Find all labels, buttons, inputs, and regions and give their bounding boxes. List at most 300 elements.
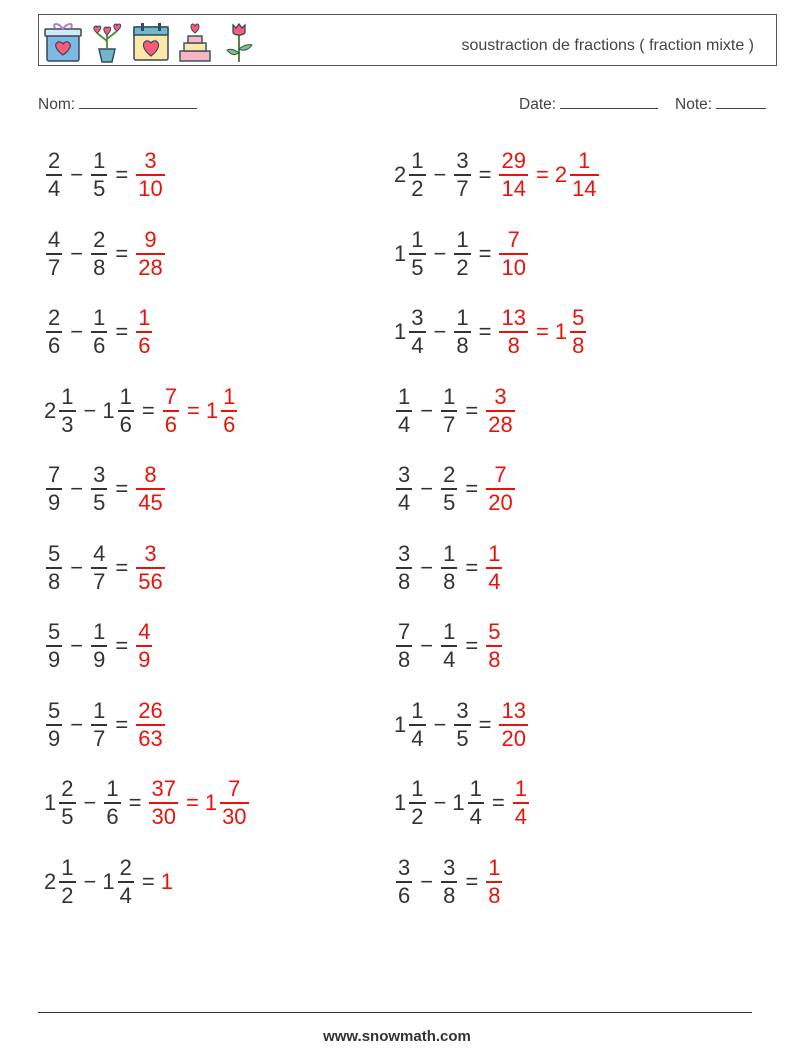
answer	[484, 619, 504, 673]
minuend	[44, 619, 64, 673]
equals-sign: =	[141, 868, 155, 894]
minus-sign: −	[420, 476, 434, 501]
subtrahend-numerator: 1	[443, 540, 456, 566]
problem-15	[44, 690, 167, 760]
answer-numerator: 1	[138, 305, 151, 330]
minuend-numerator: 1	[411, 148, 424, 173]
minuend-fraction	[59, 855, 75, 909]
minuend-numerator: 1	[398, 383, 411, 409]
subtrahend	[439, 384, 459, 438]
minuend-fraction	[46, 619, 62, 673]
answer-fraction	[221, 384, 237, 438]
subtrahend-denominator: 7	[456, 176, 469, 201]
answer-numerator: 1	[488, 540, 501, 566]
minuend	[394, 305, 428, 359]
answer	[206, 384, 240, 438]
problem-3	[44, 219, 167, 289]
problem-13	[44, 611, 154, 681]
rose-icon	[219, 19, 259, 63]
subtrahend-denominator: 8	[443, 568, 456, 594]
equals-sign: =	[465, 554, 479, 580]
subtrahend	[439, 541, 459, 595]
minuend-denominator: 5	[61, 804, 74, 829]
equals-sign: =	[115, 162, 129, 187]
minus-sign: −	[83, 868, 97, 894]
note-field[interactable]	[675, 93, 766, 114]
minuend-whole: 1	[394, 319, 407, 344]
minuend-fraction	[396, 619, 412, 673]
minuend	[394, 384, 414, 438]
minuend-denominator: 4	[398, 411, 411, 437]
minuend-denominator: 6	[48, 333, 61, 358]
subtrahend	[89, 227, 109, 281]
subtrahend-numerator: 4	[93, 540, 106, 566]
answer	[134, 462, 166, 516]
answer	[484, 384, 516, 438]
answer	[134, 619, 154, 673]
minuend-numerator: 1	[411, 697, 424, 723]
subtrahend-fraction	[91, 619, 107, 673]
minuend-whole: 1	[44, 790, 57, 815]
answer-fraction	[570, 148, 598, 202]
answer-denominator: 9	[138, 647, 151, 672]
answer-fraction	[499, 698, 527, 752]
minuend-denominator: 2	[61, 882, 74, 908]
answer-fraction	[136, 305, 152, 359]
answer	[205, 776, 251, 830]
answer-denominator: 8	[507, 333, 520, 358]
answer	[134, 698, 166, 752]
minuend-numerator: 1	[61, 383, 74, 409]
minuend-whole: 1	[394, 790, 407, 815]
answer	[134, 305, 154, 359]
subtrahend-numerator: 1	[456, 226, 469, 252]
subtrahend	[452, 148, 472, 202]
minuend-denominator: 2	[411, 804, 424, 829]
answer-denominator: 30	[151, 804, 176, 829]
minuend	[394, 619, 414, 673]
answer-denominator: 4	[488, 568, 501, 594]
minus-sign: −	[433, 240, 447, 266]
minuend-numerator: 2	[48, 305, 61, 330]
answer-numerator: 26	[138, 697, 163, 723]
minuend-fraction	[409, 227, 425, 281]
minuend	[44, 541, 64, 595]
subtrahend-numerator: 1	[443, 383, 456, 409]
answer-denominator: 4	[514, 804, 527, 829]
equals-sign: =	[115, 476, 129, 501]
minuend-denominator: 8	[48, 568, 61, 594]
date-line	[560, 93, 658, 109]
equals-sign: =	[115, 633, 129, 658]
gift-heart-icon	[43, 19, 83, 63]
minus-sign: −	[83, 790, 97, 815]
minus-sign: −	[420, 397, 434, 423]
minuend-numerator: 5	[48, 619, 61, 644]
answer	[161, 384, 181, 438]
subtrahend-denominator: 6	[93, 333, 106, 358]
subtrahend-numerator: 2	[93, 226, 106, 252]
worksheet-title: soustraction de fractions ( fraction mixte )	[461, 37, 754, 54]
date-label: Date:	[519, 96, 557, 113]
answer	[497, 227, 529, 281]
minuend-whole: 2	[44, 868, 57, 894]
problem-6	[394, 297, 588, 367]
minuend-denominator: 8	[398, 647, 411, 672]
answer-fraction	[499, 227, 527, 281]
problem-12	[394, 533, 504, 603]
minuend-fraction	[409, 148, 425, 202]
minuend-numerator: 2	[61, 776, 74, 801]
subtrahend-fraction	[91, 541, 107, 595]
answer-denominator: 8	[488, 882, 501, 908]
problem-18	[394, 768, 531, 838]
subtrahend-numerator: 1	[93, 148, 106, 173]
answer-numerator: 13	[501, 697, 526, 723]
minuend	[44, 305, 64, 359]
answer-whole: 1	[160, 868, 173, 894]
subtrahend-whole: 1	[102, 397, 115, 423]
answer-whole: 1	[204, 790, 218, 815]
answer-whole: 1	[205, 397, 219, 423]
answer-fraction	[136, 462, 164, 516]
note-label: Note:	[675, 96, 713, 113]
minuend	[394, 541, 414, 595]
problem-14	[394, 611, 504, 681]
minuend-denominator: 4	[411, 333, 424, 358]
answer-numerator: 3	[144, 148, 157, 173]
subtrahend-numerator: 1	[93, 619, 106, 644]
problem-7	[44, 376, 239, 446]
answer	[134, 227, 166, 281]
subtrahend	[102, 384, 136, 438]
subtrahend	[439, 462, 459, 516]
subtrahend-denominator: 4	[469, 804, 482, 829]
answer-fraction	[136, 148, 164, 202]
answer-whole: 1	[554, 319, 568, 344]
note-line	[716, 93, 766, 109]
answer-equals-sign: =	[535, 162, 549, 187]
minuend	[44, 227, 64, 281]
name-label: Nom:	[38, 96, 76, 113]
minuend-numerator: 2	[48, 148, 61, 173]
minuend	[394, 148, 428, 202]
subtrahend-denominator: 8	[93, 254, 106, 280]
answer-fraction	[486, 619, 502, 673]
minuend-denominator: 4	[398, 490, 411, 515]
subtrahend-fraction	[104, 776, 120, 830]
heart-cake-icon	[175, 19, 215, 63]
answer-denominator: 56	[138, 568, 163, 594]
subtrahend-numerator: 1	[443, 619, 456, 644]
subtrahend	[89, 148, 109, 202]
subtrahend-denominator: 6	[106, 804, 119, 829]
footer-divider	[38, 1012, 752, 1013]
subtrahend	[89, 541, 109, 595]
subtrahend-numerator: 1	[106, 776, 119, 801]
subtrahend-denominator: 2	[456, 254, 469, 280]
answer-numerator: 7	[507, 226, 520, 252]
answer	[555, 148, 601, 202]
minuend-denominator: 2	[411, 176, 424, 201]
answer-numerator: 1	[514, 776, 527, 801]
minus-sign: −	[70, 476, 84, 501]
answer-equals-sign: =	[535, 319, 549, 344]
problem-17	[44, 768, 251, 838]
minuend-denominator: 7	[48, 254, 61, 280]
answer-fraction	[136, 227, 164, 281]
minuend-whole: 1	[394, 240, 407, 266]
minuend-denominator: 3	[61, 411, 74, 437]
subtrahend-fraction	[441, 384, 457, 438]
answer-fraction	[149, 776, 177, 830]
subtrahend-numerator: 1	[119, 383, 132, 409]
answer-numerator: 13	[501, 305, 526, 330]
problem-10	[394, 454, 517, 524]
subtrahend-denominator: 7	[443, 411, 456, 437]
minuend-denominator: 8	[398, 568, 411, 594]
answer-fraction	[513, 776, 529, 830]
answer-denominator: 45	[138, 490, 163, 515]
minus-sign: −	[70, 162, 84, 187]
minus-sign: −	[420, 868, 434, 894]
subtrahend-numerator: 2	[119, 854, 132, 880]
answer-numerator: 1	[223, 383, 236, 409]
minuend-fraction	[396, 855, 412, 909]
problem-1	[44, 140, 167, 210]
equals-sign: =	[465, 476, 479, 501]
answer-fraction	[486, 462, 514, 516]
subtrahend	[439, 619, 459, 673]
footer-url[interactable]: www.snowmath.com	[323, 1028, 471, 1045]
subtrahend-denominator: 6	[119, 411, 132, 437]
answer-numerator: 1	[488, 854, 501, 880]
answer-denominator: 10	[138, 176, 163, 201]
subtrahend-denominator: 9	[93, 647, 106, 672]
minuend-numerator: 3	[411, 305, 424, 330]
answer-denominator: 63	[138, 725, 163, 751]
minuend-fraction	[409, 698, 425, 752]
minuend-numerator: 7	[398, 619, 411, 644]
subtrahend-denominator: 5	[93, 176, 106, 201]
subtrahend	[102, 855, 136, 909]
problem-16	[394, 690, 530, 760]
equals-sign: =	[115, 711, 129, 737]
answer-denominator: 20	[488, 490, 513, 515]
equals-sign: =	[141, 397, 155, 423]
subtrahend-denominator: 5	[456, 725, 469, 751]
subtrahend-fraction	[91, 698, 107, 752]
subtrahend-fraction	[441, 462, 457, 516]
answer-fraction	[486, 855, 502, 909]
subtrahend-whole: 1	[452, 790, 465, 815]
minuend-fraction	[46, 305, 62, 359]
problem-19	[44, 847, 174, 917]
answer-numerator: 29	[501, 148, 526, 173]
minus-sign: −	[420, 554, 434, 580]
subtrahend	[102, 776, 122, 830]
minuend-fraction	[396, 384, 412, 438]
minus-sign: −	[433, 790, 447, 815]
minuend-numerator: 3	[398, 540, 411, 566]
answer-fraction	[220, 776, 248, 830]
answer-numerator: 8	[144, 462, 157, 487]
subtrahend-fraction	[91, 227, 107, 281]
equals-sign: =	[465, 397, 479, 423]
minuend-fraction	[46, 541, 62, 595]
answer-fraction	[499, 148, 527, 202]
minus-sign: −	[433, 319, 447, 344]
minus-sign: −	[420, 633, 434, 658]
minuend-fraction	[46, 227, 62, 281]
heart-flower-pot-icon	[87, 19, 127, 63]
subtrahend-numerator: 3	[443, 854, 456, 880]
answer-denominator: 8	[572, 333, 585, 358]
minuend-numerator: 3	[398, 854, 411, 880]
equals-sign: =	[478, 240, 492, 266]
answer-denominator: 20	[501, 725, 526, 751]
subtrahend-numerator: 2	[443, 462, 456, 487]
answer-numerator: 3	[494, 383, 507, 409]
minuend-denominator: 5	[411, 254, 424, 280]
subtrahend-numerator: 1	[469, 776, 482, 801]
minus-sign: −	[433, 711, 447, 737]
answer-numerator: 37	[151, 776, 176, 801]
answer-numerator: 9	[144, 226, 157, 252]
equals-sign: =	[115, 240, 129, 266]
subtrahend-fraction	[91, 462, 107, 516]
subtrahend-denominator: 7	[93, 568, 106, 594]
minuend	[394, 227, 428, 281]
subtrahend-numerator: 3	[456, 148, 469, 173]
subtrahend-denominator: 5	[93, 490, 106, 515]
minuend-denominator: 9	[48, 725, 61, 751]
answer-numerator: 7	[228, 776, 241, 801]
minuend-fraction	[396, 462, 412, 516]
subtrahend	[89, 698, 109, 752]
answer-numerator: 1	[578, 148, 591, 173]
answer-numerator: 5	[572, 305, 585, 330]
minuend	[394, 698, 428, 752]
answer	[484, 855, 504, 909]
minuend	[44, 148, 64, 202]
equals-sign: =	[478, 711, 492, 737]
name-line	[79, 93, 197, 109]
minuend	[44, 776, 78, 830]
answer-equals-sign: =	[185, 790, 199, 815]
subtrahend-denominator: 8	[443, 882, 456, 908]
answer-fraction	[499, 305, 527, 359]
subtrahend-numerator: 1	[456, 305, 469, 330]
equals-sign: =	[465, 868, 479, 894]
minus-sign: −	[83, 397, 97, 423]
problem-4	[394, 219, 530, 289]
subtrahend-fraction	[91, 148, 107, 202]
minuend	[44, 384, 78, 438]
minus-sign: −	[70, 633, 84, 658]
subtrahend	[439, 855, 459, 909]
subtrahend	[89, 462, 109, 516]
answer-fraction	[486, 541, 502, 595]
minuend-fraction	[409, 305, 425, 359]
minuend-numerator: 5	[48, 540, 61, 566]
answer-denominator: 28	[138, 254, 163, 280]
subtrahend	[452, 227, 472, 281]
problem-20	[394, 847, 504, 917]
subtrahend-numerator: 3	[93, 462, 106, 487]
minuend-numerator: 3	[398, 462, 411, 487]
answer-fraction	[486, 384, 514, 438]
subtrahend-fraction	[454, 148, 470, 202]
answer-denominator: 30	[222, 804, 247, 829]
answer-fraction	[136, 698, 164, 752]
minuend-numerator: 7	[48, 462, 61, 487]
subtrahend	[452, 776, 486, 830]
answer-denominator: 6	[164, 411, 177, 437]
problem-5	[44, 297, 154, 367]
answer-fraction	[136, 541, 164, 595]
subtrahend-numerator: 1	[93, 305, 106, 330]
subtrahend-fraction	[454, 698, 470, 752]
answer-equals-sign: =	[186, 397, 200, 423]
subtrahend-numerator: 1	[93, 697, 106, 723]
subtrahend	[89, 305, 109, 359]
answer	[497, 305, 529, 359]
minuend	[44, 855, 78, 909]
answer-fraction	[570, 305, 586, 359]
answer-numerator: 5	[488, 619, 501, 644]
problem-8	[394, 376, 517, 446]
equals-sign: =	[491, 790, 505, 815]
equals-sign: =	[465, 633, 479, 658]
subtrahend-fraction	[118, 384, 134, 438]
heart-calendar-icon	[131, 19, 171, 63]
subtrahend	[452, 305, 472, 359]
minuend-denominator: 9	[48, 490, 61, 515]
subtrahend-denominator: 4	[119, 882, 132, 908]
minuend	[44, 698, 64, 752]
minuend-denominator: 6	[398, 882, 411, 908]
answer-fraction	[136, 619, 152, 673]
minuend-numerator: 1	[411, 776, 424, 801]
equals-sign: =	[478, 319, 492, 344]
minuend-fraction	[46, 698, 62, 752]
answer-denominator: 6	[223, 411, 236, 437]
minus-sign: −	[70, 554, 84, 580]
minus-sign: −	[70, 240, 84, 266]
answer	[497, 698, 529, 752]
answer	[134, 148, 166, 202]
equals-sign: =	[115, 554, 129, 580]
answer	[555, 305, 589, 359]
subtrahend-denominator: 8	[456, 333, 469, 358]
minuend-fraction	[59, 384, 75, 438]
problem-9	[44, 454, 167, 524]
answer-fraction	[163, 384, 179, 438]
subtrahend-fraction	[454, 305, 470, 359]
subtrahend-numerator: 3	[456, 697, 469, 723]
name-field[interactable]	[38, 93, 197, 114]
subtrahend-denominator: 4	[443, 647, 456, 672]
minuend-numerator: 1	[411, 226, 424, 252]
date-field[interactable]	[519, 93, 658, 114]
minuend-fraction	[409, 776, 425, 830]
subtrahend	[452, 698, 472, 752]
answer	[484, 541, 504, 595]
answer	[511, 776, 531, 830]
equals-sign: =	[478, 162, 492, 187]
subtrahend-whole: 1	[102, 868, 115, 894]
